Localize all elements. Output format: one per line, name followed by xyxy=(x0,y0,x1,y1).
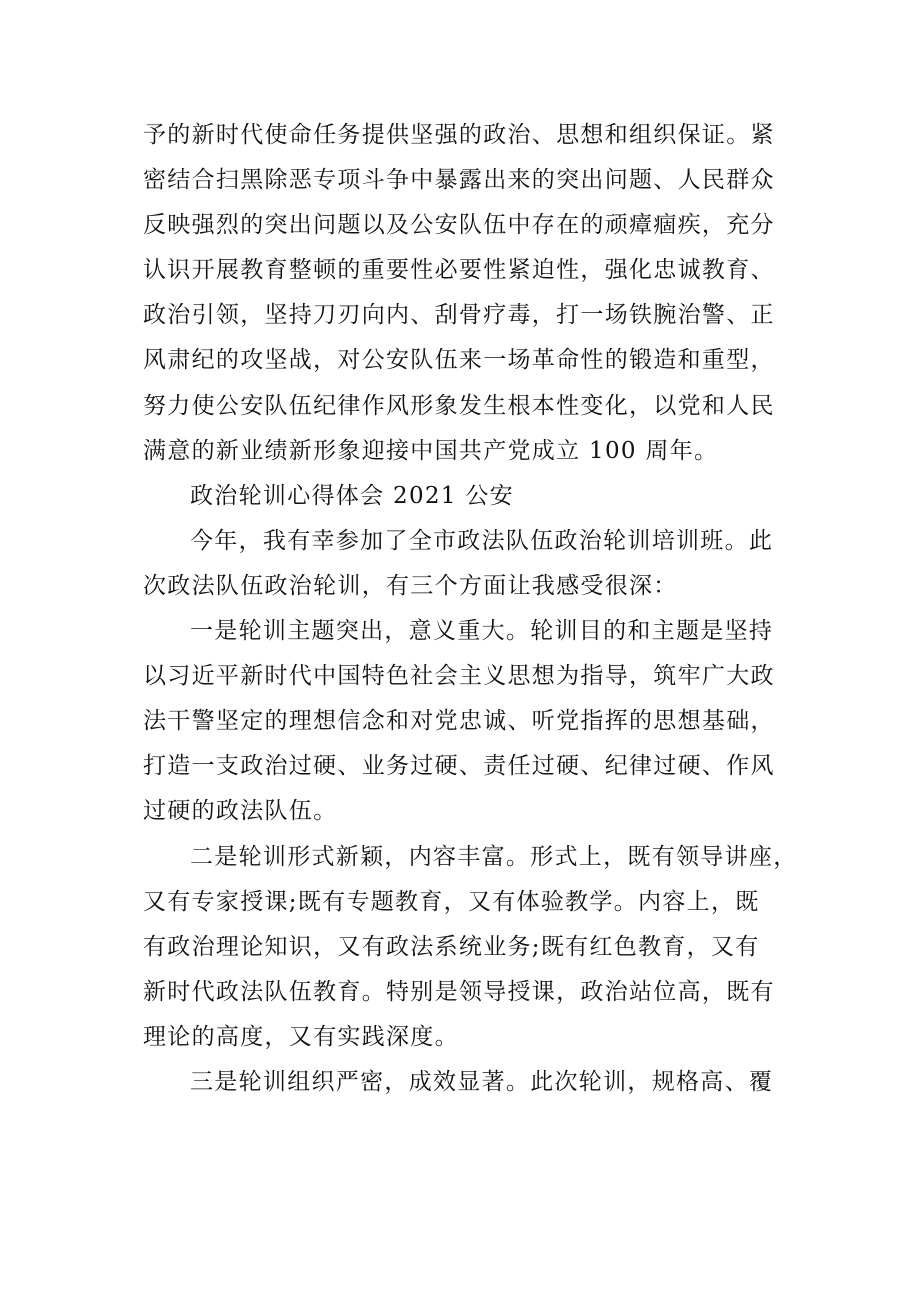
text-line: 努力使公安队伍纪律作风形象发生根本性变化，以党和人民 xyxy=(143,392,775,419)
text-line: 有政治理论知识，又有政法系统业务;既有红色教育，又有 xyxy=(143,933,760,960)
text-line: 以习近平新时代中国特色社会主义思想为指导，筑牢广大政 xyxy=(143,663,775,690)
document-body xyxy=(143,113,803,1105)
text-line: 次政法队伍政治轮训，有三个方面让我感受很深： xyxy=(143,572,678,599)
paragraph-start-line: 今年，我有幸参加了全市政法队伍政治轮训培训班。此 xyxy=(190,527,774,554)
text-line: 又有专家授课;既有专题教育，又有体验教学。内容上，既 xyxy=(143,888,760,915)
text-line: 风肃纪的攻坚战，对公安队伍来一场革命性的锻造和重型， xyxy=(143,347,775,374)
section-heading: 政治轮训心得体会 2021 公安 xyxy=(190,482,514,509)
paragraph-start-line: 三是轮训组织严密，成效显著。此次轮训，规格高、覆 xyxy=(190,1068,774,1095)
text-line: 政治引领，坚持刀刃向内、刮骨疗毒，打一场铁腕治警、正 xyxy=(143,302,775,329)
text-line: 反映强烈的突出问题以及公安队伍中存在的顽瘴痼疾，充分 xyxy=(143,212,775,239)
text-line: 新时代政法队伍教育。特别是领导授课，政治站位高，既有 xyxy=(143,978,775,1005)
text-line: 打造一支政治过硬、业务过硬、责任过硬、纪律过硬、作风 xyxy=(143,753,775,780)
text-line: 过硬的政法队伍。 xyxy=(143,798,338,825)
paragraph-start-line: 二是轮训形式新颖，内容丰富。形式上，既有领导讲座， xyxy=(190,843,798,870)
text-line: 法干警坚定的理想信念和对党忠诚、听党指挥的思想基础， xyxy=(143,708,775,735)
text-line: 认识开展教育整顿的重要性必要性紧迫性，强化忠诚教育、 xyxy=(143,257,775,284)
text-line: 予的新时代使命任务提供坚强的政治、思想和组织保证。紧 xyxy=(143,122,775,148)
text-line: 理论的高度，又有实践深度。 xyxy=(143,1023,459,1050)
paragraph-start-line: 一是轮训主题突出，意义重大。轮训目的和主题是坚持 xyxy=(190,618,774,645)
text-line: 满意的新业绩新形象迎接中国共产党成立 100 周年。 xyxy=(143,437,719,464)
text-line: 密结合扫黑除恶专项斗争中暴露出来的突出问题、人民群众 xyxy=(143,167,775,194)
